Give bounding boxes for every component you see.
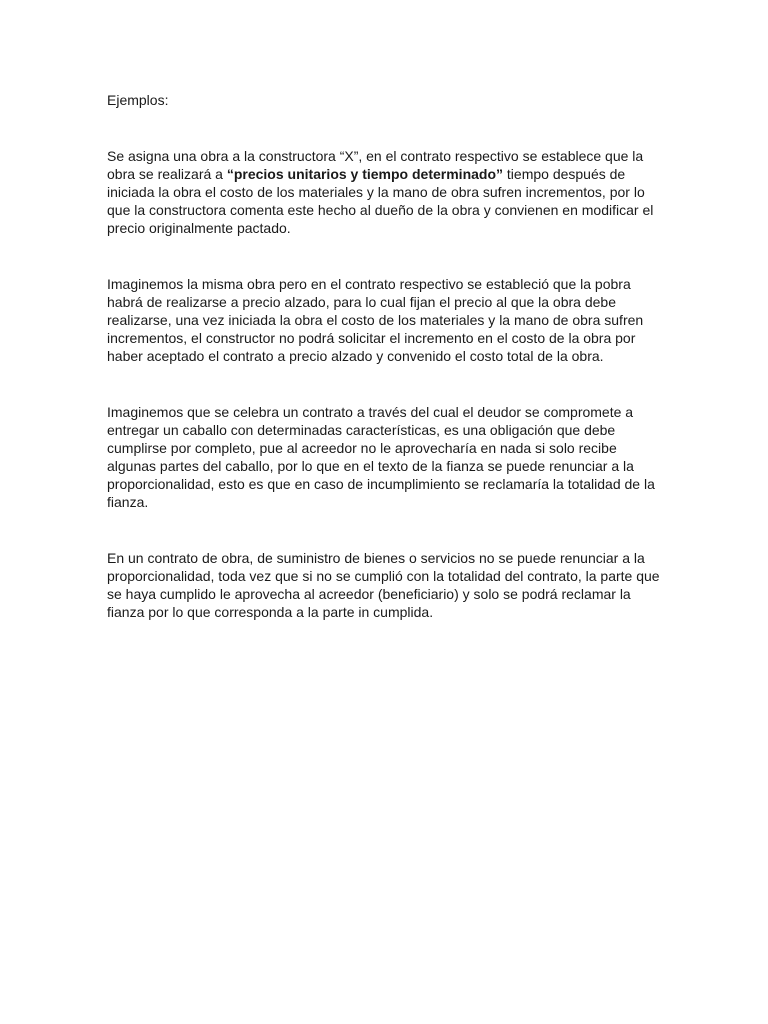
paragraph — [107, 275, 667, 365]
text-line — [107, 219, 667, 237]
text-run: entregar un caballo con determinadas características, es una obligación que debe — [107, 422, 616, 438]
document-heading: Ejemplos: — [107, 92, 169, 108]
text-run: precio originalmente pactado. — [107, 220, 291, 236]
text-run: obra se realizará a — [107, 166, 227, 182]
text-run: iniciada la obra el costo de los materiales y la mano de obra sufren incrementos, por lo — [107, 184, 645, 200]
text-run: En un contrato de obra, de suministro de bienes o servicios no se puede renunciar a la — [107, 550, 645, 566]
text-line — [107, 201, 667, 219]
bold-phrase: “precios unitarios y tiempo determinado” — [226, 166, 504, 182]
text-run: proporcionalidad, esto es que en caso de incumplimiento se reclamaría la totalidad de la — [107, 476, 655, 492]
text-line — [107, 165, 667, 183]
document-body — [107, 91, 667, 659]
text-line — [107, 475, 667, 493]
text-line — [107, 183, 667, 201]
text-run: Imaginemos la misma obra pero en el contrato respectivo se estableció que la pobra — [107, 276, 631, 292]
text-run: habrá de realizarse a precio alzado, para lo cual fijan el precio al que la obra debe — [107, 294, 616, 310]
text-run: Imaginemos que se celebra un contrato a través del cual el deudor se compromete a — [107, 404, 634, 420]
text-run: se haya cumplido le aprovecha al acreedor (beneficiario) y solo se podrá reclamar la — [107, 586, 631, 602]
text-run: incrementos, el constructor no podrá solicitar el incremento en el costo de la obra por — [107, 330, 636, 346]
text-line — [107, 421, 667, 439]
text-run: cumplirse por completo, pue al acreedor no le aprovecharía en nada si solo recibe — [107, 440, 617, 456]
text-run: haber aceptado el contrato a precio alzado y convenido el costo total de la obra. — [107, 348, 604, 364]
paragraph — [107, 403, 667, 511]
paragraph — [107, 549, 667, 621]
text-run: fianza. — [107, 494, 149, 510]
text-line — [107, 457, 667, 475]
text-line — [107, 329, 667, 347]
text-run: realizarse, una vez iniciada la obra el costo de los materiales y la mano de obra sufren — [107, 312, 644, 328]
text-line — [107, 439, 667, 457]
text-line — [107, 293, 667, 311]
text-line — [107, 603, 667, 621]
paragraph-list — [107, 147, 667, 621]
text-line — [107, 347, 667, 365]
text-run: que la constructora comenta este hecho al dueño de la obra y convienen en modificar el — [107, 202, 654, 218]
text-line — [107, 585, 667, 603]
text-run: fianza por lo que corresponda a la parte in cumplida. — [107, 604, 434, 620]
text-line — [107, 549, 667, 567]
text-run: Se asigna una obra a la constructora “X”, en el contrato respectivo se establece que la — [107, 148, 644, 164]
text-run: algunas partes del caballo, por lo que en el texto de la fianza se puede renunciar a la — [107, 458, 634, 474]
text-line — [107, 567, 667, 585]
paragraph — [107, 147, 667, 237]
text-line — [107, 147, 667, 165]
text-line — [107, 493, 667, 511]
text-line — [107, 275, 667, 293]
text-run: tiempo después de — [503, 166, 626, 182]
text-run: proporcionalidad, toda vez que si no se cumplió con la totalidad del contrato, la parte que — [107, 568, 660, 584]
text-line — [107, 311, 667, 329]
text-line — [107, 403, 667, 421]
